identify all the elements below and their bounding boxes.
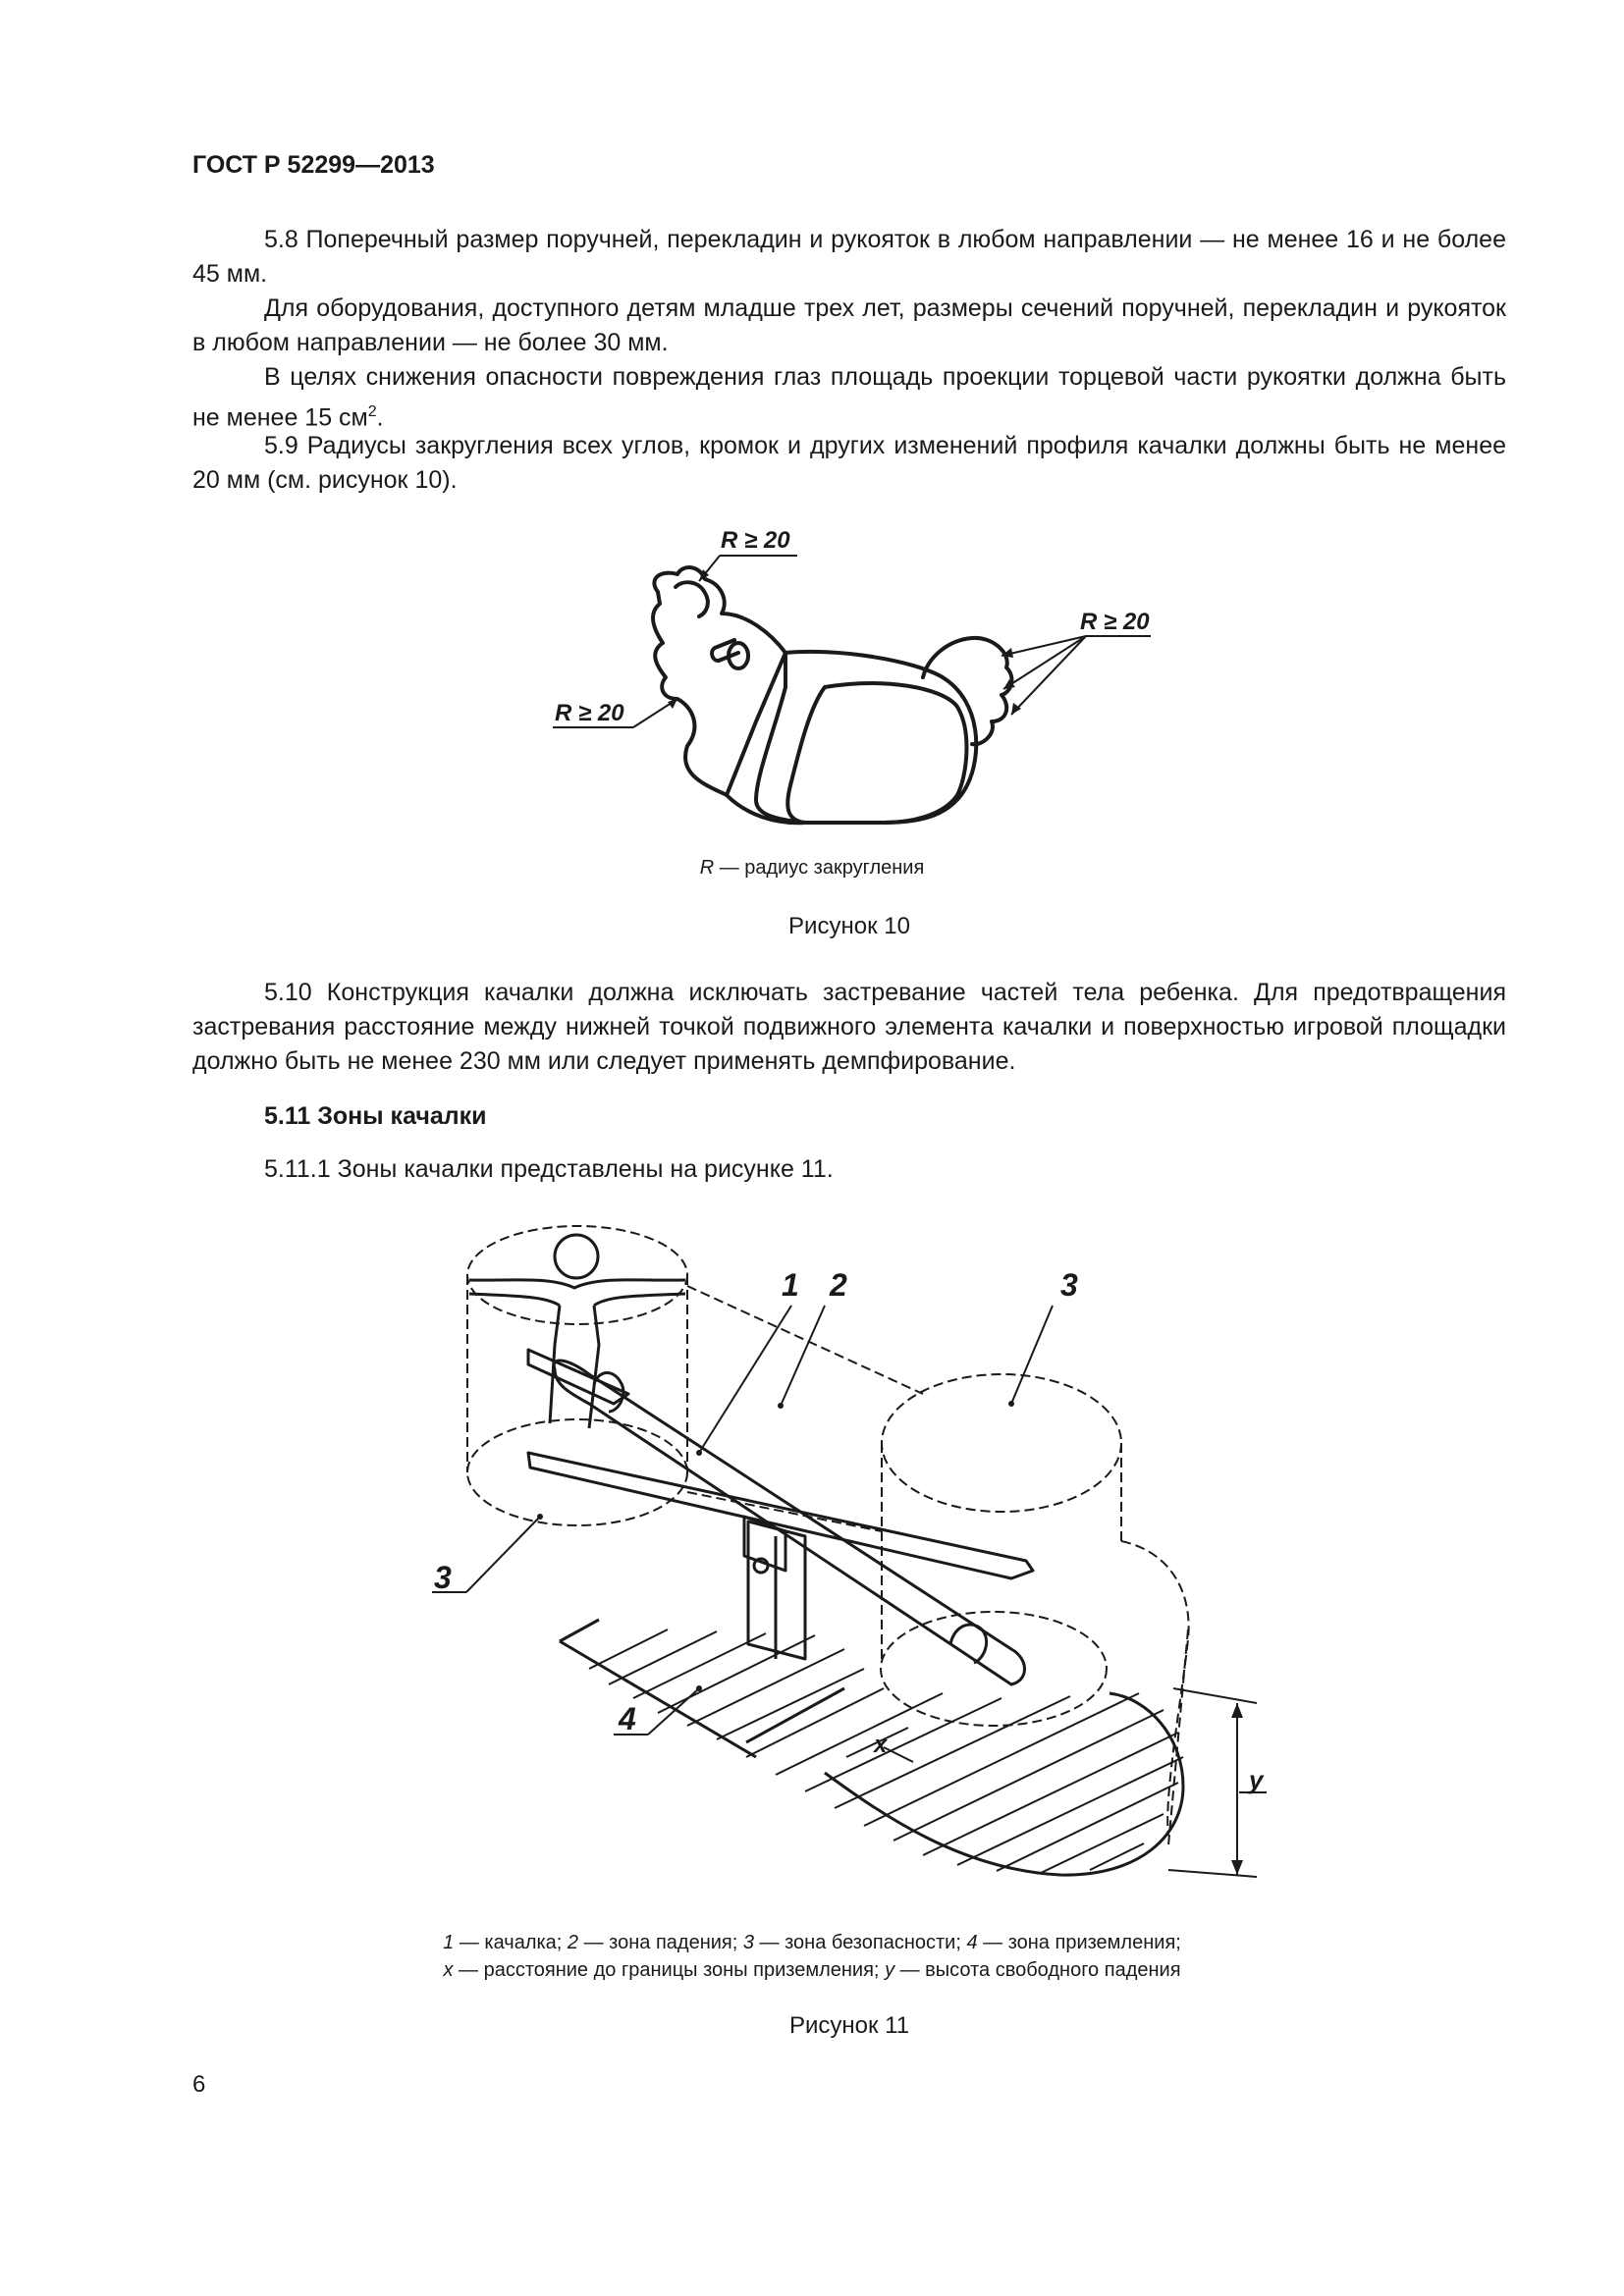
right-cylinder-bottom — [881, 1612, 1107, 1726]
document-code: ГОСТ Р 52299—2013 — [192, 151, 435, 179]
legend-symbol: 4 — [966, 1932, 978, 1953]
legend-text: — качалка; — [454, 1932, 568, 1953]
child-arms — [469, 1280, 685, 1306]
label-2: 2 — [830, 1267, 847, 1303]
legend-symbol: 2 — [567, 1932, 579, 1953]
ground-edge-left — [560, 1641, 756, 1757]
figure-11-legend-line-1 — [0, 1929, 1624, 1956]
ground-edge-front — [825, 1693, 1183, 1875]
legend-symbol: x — [443, 1959, 454, 1981]
label-1: 1 — [782, 1267, 799, 1303]
rocker-platform — [528, 1453, 1033, 1578]
legend-text: — зона падения; — [578, 1932, 743, 1953]
paragraph-end: . — [376, 403, 384, 432]
child-body — [550, 1306, 599, 1428]
rocker-seat-left — [528, 1350, 628, 1404]
ground-back-line — [560, 1620, 599, 1641]
right-cylinder-top — [882, 1374, 1121, 1512]
legend-text: — зона безопасности; — [753, 1932, 967, 1953]
caption-text: — радиус закругления — [714, 857, 925, 879]
paragraph-5-9: 5.9 Радиусы закругления всех углов, кромок и других изменений профиля качалки должны быть не менее 20 мм (см. рисунок 10). — [192, 432, 1506, 494]
child-head — [555, 1235, 598, 1278]
figure-11-title: Рисунок 11 — [788, 2012, 910, 2039]
label-3-right: 3 — [1060, 1267, 1078, 1303]
paragraph-5-8-children: Для оборудования, доступного детям младше трех лет, размеры сечений поручней, перекладин и рукояток в любом направлении — не более 30 мм. — [192, 294, 1506, 356]
paragraph-5-8: 5.8 Поперечный размер поручней, перекладин и рукояток в любом направлении — не менее 16 и не более 45 мм. — [192, 226, 1506, 288]
label-4: 4 — [619, 1701, 636, 1736]
section-heading-5-11: 5.11 Зоны качалки — [264, 1102, 487, 1130]
figure-10-title: Рисунок 10 — [788, 913, 910, 939]
legend-symbol: 3 — [742, 1932, 754, 1953]
figure-11-legend-line-2 — [0, 1956, 1624, 1984]
superscript: 2 — [367, 403, 377, 420]
legend-text: — высота свободного падения — [894, 1959, 1181, 1981]
label-y: y — [1249, 1765, 1264, 1794]
legend-text: — расстояние до границы зоны приземления; — [453, 1959, 886, 1981]
label-x: x — [874, 1732, 888, 1758]
radius-label-left: R ≥ 20 — [555, 700, 624, 726]
legend-text: — зона приземления; — [977, 1932, 1181, 1953]
left-cylinder-bottom — [467, 1419, 687, 1525]
radius-label-top: R ≥ 20 — [721, 527, 790, 554]
legend-symbol: y — [885, 1959, 895, 1981]
radius-label-right: R ≥ 20 — [1080, 609, 1150, 635]
legend-symbol: 1 — [443, 1932, 455, 1953]
left-cylinder-top — [467, 1226, 687, 1324]
paragraph-text: В целях снижения опасности повреждения глаз площадь проекции торцевой части рукоятки должна быть не менее 15 см — [192, 363, 1506, 432]
label-3-left: 3 — [434, 1560, 452, 1595]
caption-symbol: R — [699, 857, 715, 879]
paragraph-5-11-1: 5.11.1 Зоны качалки представлены на рисунке 11. — [264, 1155, 834, 1183]
page-number: 6 — [192, 2071, 206, 2098]
paragraph-5-10: 5.10 Конструкция качалки должна исключать застревание частей тела ребенка. Для предотвращения застревания расстояние между нижней точкой подвижного элемента качалки и поверхностью игровой площадки должно быть не менее 230 мм или следует применять демпфирование. — [192, 979, 1506, 1075]
